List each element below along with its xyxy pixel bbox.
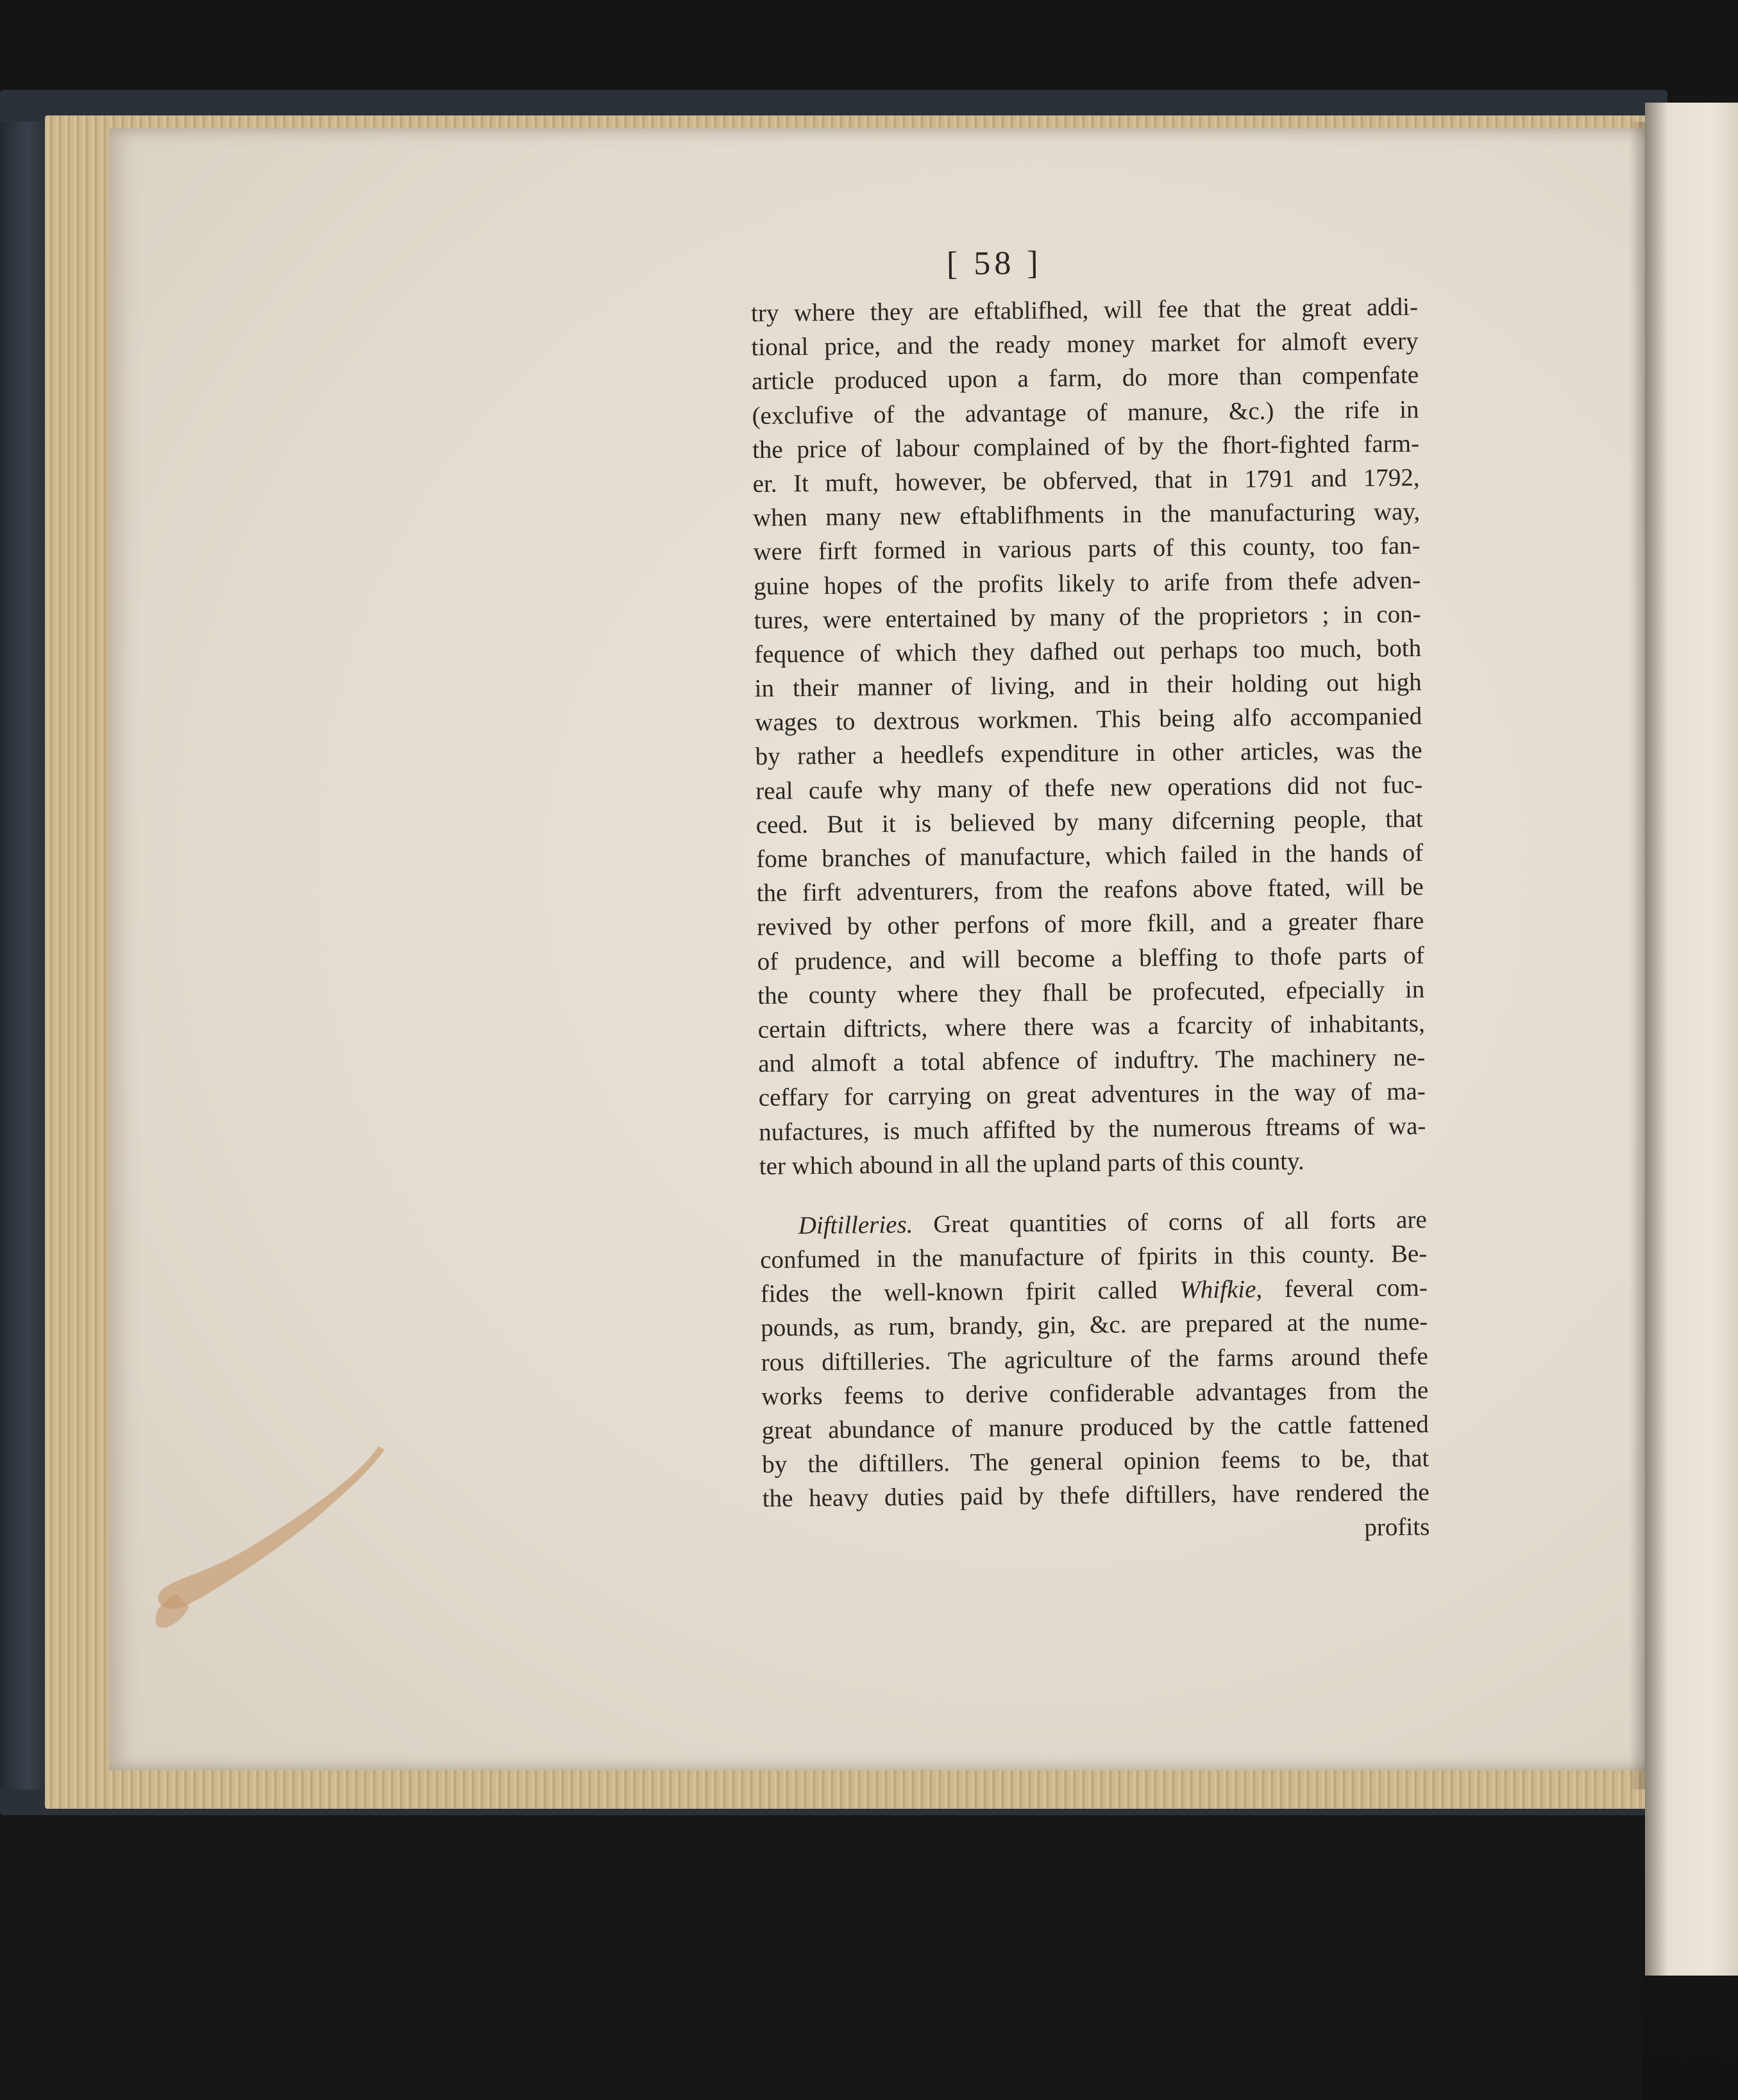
- text-line: confumed in the manufacture of fpirits in this county. Be-: [760, 1240, 1428, 1274]
- backdrop-bottom: [0, 1815, 1642, 2100]
- text-line: the county where they fhall be profecuted, efpecially in: [757, 975, 1425, 1010]
- text-line: ter which abound in all the upland parts of this county.: [759, 1147, 1304, 1180]
- text-line: pounds, as rum, brandy, gin, &c. are prepared at the nume-: [761, 1308, 1428, 1342]
- text-line: the firft adventurers, from the reafons above ftated, will be: [756, 873, 1424, 908]
- text-line: ceffary for carrying on great adventures in the way of ma-: [758, 1078, 1426, 1112]
- text-line: by the diftillers. The general opinion feems to be, that: [762, 1444, 1430, 1479]
- text-span: feveral com-: [1284, 1274, 1428, 1303]
- text-line: tures, were entertained by many of the proprietors ; in con-: [754, 600, 1421, 634]
- section-heading-distilleries: Diftilleries.: [798, 1210, 913, 1240]
- text-line: in their manner of living, and in their holding out high: [754, 668, 1422, 703]
- paragraph-manufactures: [751, 290, 1439, 1183]
- text-line: were firft formed in various parts of this county, too fan-: [753, 532, 1421, 566]
- text-block: [750, 237, 1443, 1550]
- whiskie-term: Whifkie,: [1179, 1275, 1263, 1304]
- text-line: of prudence, and will become a bleffing to thofe parts of: [757, 941, 1424, 976]
- text-line: guine hopes of the profits likely to arife from thefe adven-: [753, 566, 1421, 600]
- text-line: by rather a heedlefs expenditure in other articles, was the: [755, 736, 1422, 771]
- text-line: article produced upon a farm, do more than compenfate: [751, 361, 1419, 396]
- running-head-page-number: [ 58 ]: [946, 244, 1042, 283]
- text-line: when many new eftablifhments in the manufacturing way,: [752, 498, 1421, 532]
- text-line: certain diftricts, where there was a fcarcity of inhabitants,: [757, 1009, 1425, 1044]
- text-line: the price of labour complained of by the fhort-fighted farm-: [752, 429, 1420, 464]
- text-line: and almoft a total abfence of induftry. The machinery ne-: [758, 1044, 1426, 1078]
- text-line: er. It muft, however, be obferved, that in 1791 and 1792,: [752, 463, 1420, 498]
- text-span: fides the well-known fpirit called: [760, 1276, 1158, 1308]
- text-line: wages to dextrous workmen. This being alfo accompanied: [754, 702, 1422, 737]
- text-line: the heavy duties paid by thefe diftillers, have rendered the: [762, 1478, 1430, 1513]
- text-line: fome branches of manufacture, which failed in the hands of: [756, 838, 1424, 873]
- text-line: nufactures, is much affifted by the numerous ftreams of wa-: [759, 1112, 1426, 1146]
- text-line: great abundance of manure produced by the cattle fattened: [761, 1410, 1429, 1444]
- text-line: fequence of which they dafhed out perhaps too much, both: [754, 634, 1422, 668]
- paragraph-distilleries: [759, 1203, 1442, 1516]
- facing-page-edge: [1645, 103, 1738, 1976]
- text-span: Great quantities of corns of all forts are: [933, 1205, 1427, 1239]
- text-line: ceed. But it is believed by many difcerning people, that: [755, 804, 1423, 839]
- backdrop-top: [0, 0, 1738, 96]
- text-line: works feems to derive confiderable advantages from the: [761, 1376, 1429, 1410]
- text-line: revived by other perfons of more fkill, and a greater fhare: [757, 907, 1424, 942]
- text-line: try where they are eftablifhed, will fee that the great addi-: [750, 293, 1419, 327]
- text-line: tional price, and the ready money market for almoft every: [751, 327, 1419, 362]
- text-line: real caufe why many of thefe new operations did not fuc-: [755, 770, 1423, 805]
- book-cover-edge: [0, 122, 45, 1790]
- text-line: rous diftilleries. The agriculture of the farms around thefe: [761, 1342, 1428, 1376]
- catchword: profits: [1364, 1512, 1430, 1541]
- text-line: (exclufive of the advantage of manure, &c.) the rife in: [752, 395, 1419, 430]
